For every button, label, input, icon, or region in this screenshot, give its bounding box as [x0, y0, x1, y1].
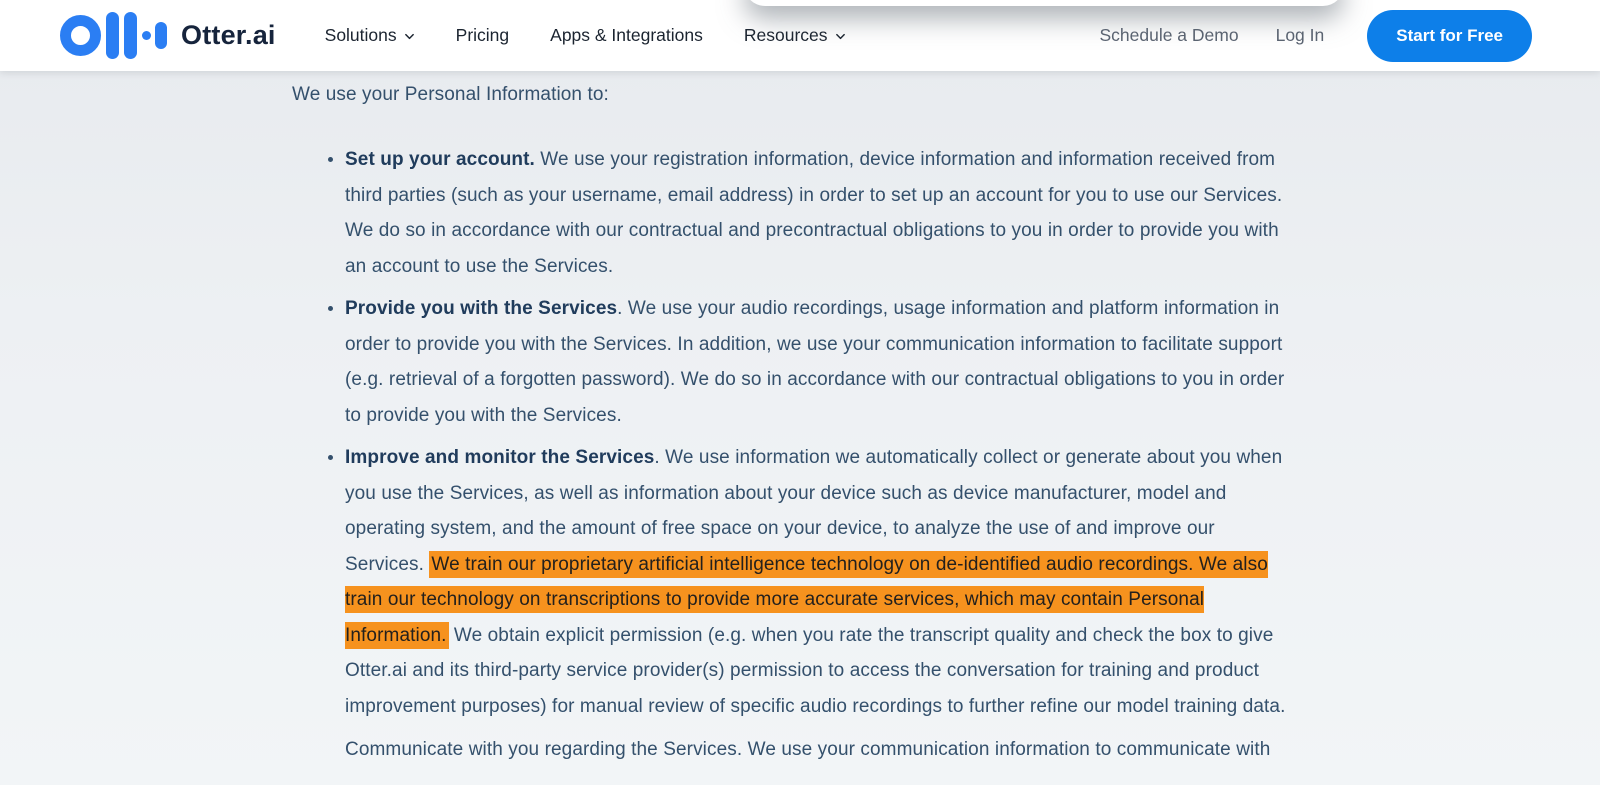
highlighted-text: We train our proprietary artificial intelligence technology on de-identified audio recordings. We also train our technology on transcriptions to provide more accurate services, which may contain Personal Information.: [345, 551, 1268, 649]
partial-next-line: Communicate with you regarding the Services. We use your communication information to communicate with: [345, 739, 1271, 760]
chevron-down-icon: [835, 31, 846, 42]
nav-item-label: Pricing: [455, 25, 510, 45]
nav-item-solutions[interactable]: [325, 25, 415, 46]
logo-wordmark: Otter.ai: [181, 20, 276, 50]
chevron-down-icon: [404, 31, 415, 42]
intro-line: We use your Personal Information to:: [292, 84, 609, 105]
nav-item-label: Solutions: [324, 25, 397, 45]
logo-ring-shape: [60, 15, 101, 56]
schedule-demo-link[interactable]: Schedule a Demo: [1099, 25, 1239, 45]
login-link[interactable]: Log In: [1275, 25, 1325, 45]
nav-right-group: [1099, 10, 1532, 62]
nav-item-apps-integrations[interactable]: [550, 25, 703, 46]
otter-logo[interactable]: [60, 12, 276, 60]
bullet-title: Provide you with the Services: [345, 298, 618, 319]
nav-item-resources[interactable]: [744, 25, 846, 46]
list-item-set-up-account: [345, 142, 1289, 284]
bullet-body: We obtain explicit permission (e.g. when you rate the transcript quality and check the box to give Otter.ai and its third-party service provider(s) permission to access the conversation for training and product improvement purposes) for manual review of specific audio recordings to further refine our model training data.: [345, 624, 1286, 717]
primary-nav: [325, 25, 846, 46]
list-item-provide-services: [345, 291, 1289, 433]
logo-dot-shape: [142, 31, 151, 40]
list-item-improve-monitor: [345, 440, 1289, 724]
bullet-title: Set up your account.: [345, 149, 535, 170]
logo-short-bar-shape: [155, 22, 167, 49]
bullet-body: . We use information we automatically collect or generate about you when you use the Services, as well as information about your device such as device manufacturer, model and operating system, and the amount of free space on your device, to analyze the use of and improve our Services.: [345, 447, 1283, 575]
start-for-free-button[interactable]: Start for Free: [1367, 10, 1532, 62]
logo-bar-shape: [124, 12, 137, 59]
bullet-body: We use your registration information, device information and information received from third parties (such as your username, email address) in order to set up an account for you to use our Services. We do so in accordance with our contractual and precontractual obligations to you in order to provide you with an account to use the Services.: [345, 149, 1283, 277]
nav-item-label: Apps & Integrations: [550, 25, 703, 45]
otter-logo-icon: [60, 12, 167, 60]
logo-bar-shape: [106, 12, 119, 59]
nav-item-pricing[interactable]: [456, 25, 510, 46]
policy-content: [0, 71, 1600, 768]
nav-item-label: Resources: [743, 25, 828, 45]
bullet-body: . We use your audio recordings, usage information and platform information in order to provide you with the Services. In addition, we use your communication information to facilitate support (e.g. retrieval of a forgotten password). We do so in accordance with our contractual obligations to you in order to provide you with the Services.: [345, 298, 1285, 426]
bullet-title: Improve and monitor the Services: [345, 447, 655, 468]
top-navbar: [0, 0, 1600, 71]
personal-info-uses-list: [292, 142, 1600, 724]
